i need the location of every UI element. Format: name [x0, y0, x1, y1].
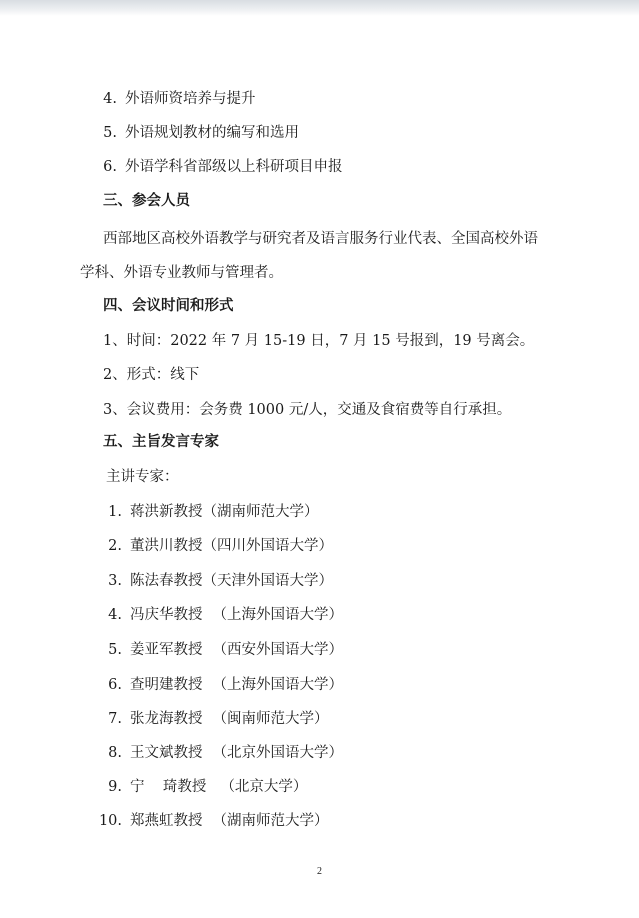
section-heading-keynote-speakers: 五、主旨发言专家 [103, 434, 219, 450]
page-number: 2 [317, 866, 322, 877]
section-heading-time-format: 四、会议时间和形式 [103, 298, 234, 314]
attendees-paragraph-line-1: 西部地区高校外语教学与研究者及语言服务行业代表、全国高校外语 [103, 231, 538, 247]
goal-item-6: 6. 外语学科省部级以上科研项目申报 [103, 159, 343, 175]
attendees-paragraph-line-2: 学科、外语专业教师与管理者。 [80, 265, 283, 281]
expert-item: 5. 姜亚军教授 （西安外国语大学） [108, 642, 343, 658]
goal-item-4: 4. 外语师资培养与提升 [103, 91, 256, 107]
expert-item: 3. 陈法春教授（天津外国语大学） [108, 573, 333, 589]
expert-item: 9. 宁 琦教授 （北京大学） [108, 779, 308, 795]
expert-item: 6. 查明建教授 （上海外国语大学） [108, 677, 343, 693]
speakers-intro: 主讲专家： [106, 469, 179, 485]
expert-item: 8. 王文斌教授 （北京外国语大学） [108, 745, 343, 761]
expert-item: 2. 董洪川教授（四川外国语大学） [108, 538, 333, 554]
goal-item-5: 5. 外语规划教材的编写和选用 [103, 125, 299, 141]
expert-item: 7. 张龙海教授 （闽南师范大学） [108, 711, 329, 727]
scan-edge [0, 0, 639, 16]
expert-item: 1. 蒋洪新教授（湖南师范大学） [108, 504, 319, 520]
expert-item: 4. 冯庆华教授 （上海外国语大学） [108, 607, 343, 623]
meeting-time: 1、时间：2022 年 7 月 15-19 日，7 月 15 号报到，19 号离会。 [103, 333, 535, 349]
section-heading-attendees: 三、参会人员 [103, 193, 190, 209]
meeting-format: 2、形式：线下 [103, 367, 200, 383]
meeting-fee: 3、会议费用：会务费 1000 元/人，交通及食宿费等自行承担。 [103, 402, 512, 418]
expert-item: 10. 郑燕虹教授 （湖南师范大学） [98, 813, 329, 829]
